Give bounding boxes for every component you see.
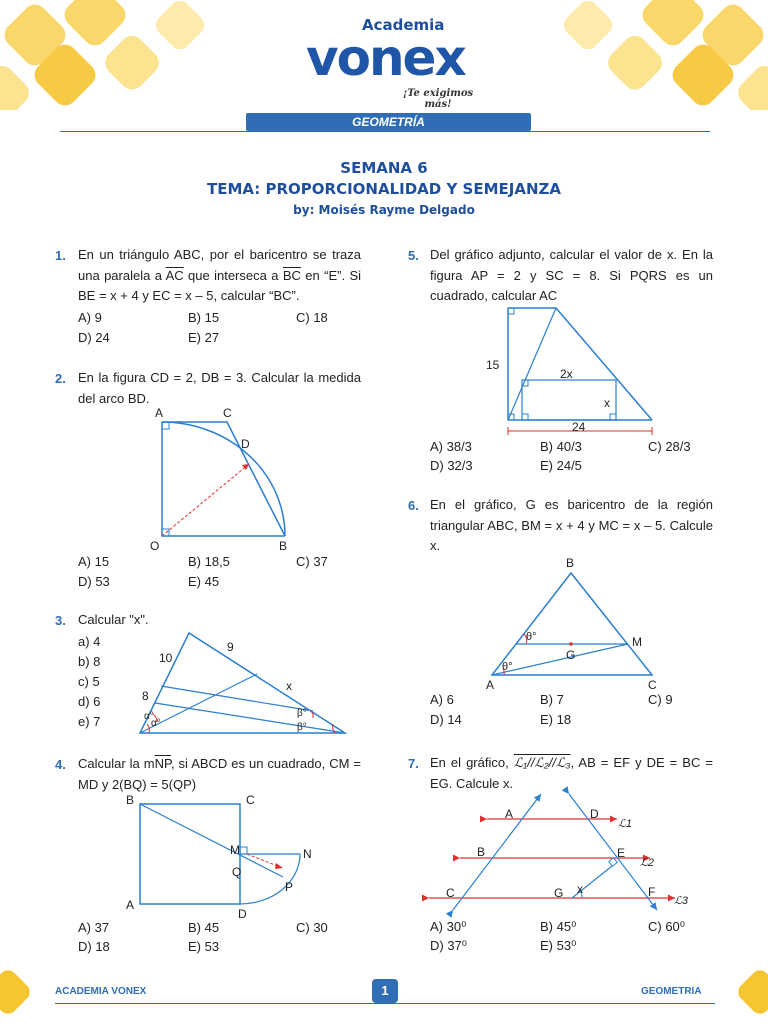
week-title: SEMANA 6 — [340, 159, 428, 177]
q2-figure — [145, 402, 305, 552]
q1-option-c: C) 18 — [296, 310, 328, 325]
q7-figure — [425, 790, 700, 915]
q7-label-a: A — [505, 807, 514, 821]
q6-statement: En el gráfico, G es baricentro de la región triangular ABC, BM = x + 4 y MC = x – 5. Calcule x. — [430, 497, 713, 553]
q7-label-c: C — [446, 886, 455, 900]
q1-option-d: D) 24 — [78, 330, 110, 345]
q6-label-m: M — [632, 635, 642, 649]
q3-option-c: c) 5 — [78, 674, 100, 689]
q3-statement: Calcular "x". — [78, 612, 149, 627]
q4-number: 4. — [55, 757, 66, 772]
footer-subject: GEOMETRIA — [641, 986, 702, 997]
q4-option-d: D) 18 — [78, 939, 110, 954]
q3-label-beta-2: β° — [297, 722, 307, 733]
q4-label-n: N — [303, 847, 312, 861]
logo-slogan: ¡Te exigimos más! — [402, 88, 474, 110]
q6-number: 6. — [408, 498, 419, 513]
q2-number: 2. — [55, 371, 66, 386]
q5-option-c: C) 28/3 — [648, 439, 691, 454]
q6-label-theta-2: θ° — [502, 661, 513, 673]
q3-number: 3. — [55, 613, 66, 628]
topic-title: TEMA: PROPORCIONALIDAD Y SEMEJANZA — [206, 180, 562, 198]
q2-option-b: B) 18,5 — [188, 554, 230, 569]
q3-option-e: e) 7 — [78, 714, 101, 729]
q7-option-a: A) 30⁰ — [430, 919, 467, 934]
q4-label-m: M — [230, 843, 240, 857]
q5-option-e: E) 24/5 — [540, 458, 582, 473]
q1-option-e: E) 27 — [188, 330, 220, 345]
q5-label-24: 24 — [572, 420, 586, 434]
q2-label-c: C — [223, 406, 232, 420]
q7-label-f: F — [648, 885, 656, 899]
q6-option-d: D) 14 — [430, 712, 462, 727]
footer-divider — [55, 1003, 715, 1004]
q1-text-b: que interseca a — [183, 267, 283, 283]
logo-academia-text: Academia — [362, 16, 445, 34]
q4-arc-np: $\overline{NP}$ — [154, 756, 171, 771]
decor-top-right — [548, 0, 768, 110]
q6-option-b: B) 7 — [540, 692, 564, 707]
q7-label-l2: ℒ2 — [640, 857, 655, 869]
q3-label-10: 10 — [159, 651, 173, 665]
q3-option-d: d) 6 — [78, 694, 101, 709]
q6-option-e: E) 18 — [540, 712, 572, 727]
q2-label-o: O — [150, 539, 160, 553]
q3-option-a: a) 4 — [78, 634, 101, 649]
q7-option-d: D) 37⁰ — [430, 938, 468, 953]
q6-figure — [480, 552, 670, 692]
q3-label-beta-1: β° — [297, 708, 307, 719]
q5-label-15: 15 — [486, 358, 500, 372]
decor-bottom-left — [0, 964, 40, 1024]
q2-label-d: D — [241, 437, 250, 451]
q5-option-d: D) 32/3 — [430, 458, 473, 473]
subject-banner: GEOMETRÍA — [246, 113, 531, 131]
q4-label-a: A — [126, 898, 135, 912]
q6-label-a: A — [486, 678, 495, 692]
q6-label-g: G — [566, 648, 576, 662]
decor-bottom-right — [728, 964, 768, 1024]
q7-label-b: B — [477, 845, 486, 859]
q2-statement: En la figura CD = 2, DB = 3. Calcular la medida del arco BD. — [78, 370, 361, 406]
q7-parallel-lines: ℒ₁//ℒ₂//ℒ₃ — [513, 755, 571, 770]
q1-text-c: en “E”. Si BE = x + 4 y EC = x – 5, calcular “BC”. — [78, 267, 361, 303]
q7-option-b: B) 45⁰ — [540, 919, 577, 934]
q1-text-a: En un triángulo ABC, por el baricentro se traza una paralela a — [78, 247, 361, 283]
academy-logo — [300, 16, 480, 110]
q7-label-d: D — [590, 807, 599, 821]
q7-label-l1: ℒ1 — [618, 818, 633, 830]
q1-statement — [78, 245, 361, 307]
q5-number: 5. — [408, 248, 419, 263]
decor-top-left — [0, 0, 220, 110]
q7-text-b: , AB = EF y DE = BC = EG. Calcule x. — [430, 755, 713, 791]
q4-option-e: E) 53 — [188, 939, 220, 954]
q1-segment-ac: $\overline{AC}$ — [165, 267, 184, 283]
q7-statement — [430, 753, 713, 794]
q3-label-9: 9 — [227, 640, 234, 654]
q4-label-d: D — [238, 907, 247, 921]
q6-label-c: C — [648, 678, 657, 692]
q5-label-2x: 2x — [560, 367, 573, 381]
q4-label-b: B — [126, 793, 135, 807]
q7-label-e: E — [617, 846, 626, 860]
q2-option-c: C) 37 — [296, 554, 328, 569]
q2-label-b: B — [279, 539, 288, 553]
q6-label-theta-1: θ° — [526, 631, 537, 643]
q7-label-l3: ℒ3 — [674, 895, 689, 907]
q4-text-a: Calcular la m — [78, 756, 155, 771]
q4-label-q: Q — [232, 865, 242, 879]
q4-figure — [120, 792, 330, 922]
q2-option-d: D) 53 — [78, 574, 110, 589]
q5-option-b: B) 40/3 — [540, 439, 582, 454]
q4-label-p: P — [285, 880, 294, 894]
q1-segment-bc: $\overline{BC}$ — [282, 267, 301, 283]
q6-label-b: B — [566, 556, 575, 570]
logo-vonex-text: vonex — [306, 29, 465, 87]
q7-text-a: En el gráfico, — [430, 755, 514, 770]
q6-option-a: A) 6 — [430, 692, 454, 707]
header-divider — [60, 131, 710, 132]
q2-option-e: E) 45 — [188, 574, 220, 589]
author-line: by: Moisés Rayme Delgado — [293, 203, 475, 217]
q7-option-e: E) 53⁰ — [540, 938, 577, 953]
q1-option-b: B) 15 — [188, 310, 220, 325]
q2-option-a: A) 15 — [78, 554, 110, 569]
q7-number: 7. — [408, 756, 419, 771]
q4-label-c: C — [246, 793, 255, 807]
q4-option-a: A) 37 — [78, 920, 110, 935]
q2-label-a: A — [155, 406, 164, 420]
q3-figure — [135, 628, 350, 738]
q4-statement — [78, 754, 361, 795]
q7-option-c: C) 60⁰ — [648, 919, 686, 934]
q1-option-a: A) 9 — [78, 310, 102, 325]
q3-label-alpha-1: α° — [144, 711, 154, 722]
q5-label-x: x — [604, 396, 610, 410]
q5-option-a: A) 38/3 — [430, 439, 472, 454]
page-number: 1 — [372, 979, 398, 1003]
q7-label-x: x — [577, 882, 583, 896]
q4-text-b: , si ABCD es un cuadrado, CM = MD y 2(BQ) = 5(QP) — [78, 756, 361, 792]
q5-statement: Del gráfico adjunto, calcular el valor de x. En la figura AP = 2 y SC = 8. Si PQRS es un cuadrado, calcular AC — [430, 247, 713, 303]
q1-number: 1. — [55, 248, 66, 263]
q3-label-alpha-2: α° — [151, 718, 161, 729]
footer-academy-name: ACADEMIA VONEX — [55, 986, 147, 997]
q5-figure — [482, 304, 662, 439]
q6-option-c: C) 9 — [648, 692, 673, 707]
q3-label-x: x — [286, 679, 292, 693]
q4-option-c: C) 30 — [296, 920, 328, 935]
q7-label-g: G — [554, 886, 564, 900]
q4-option-b: B) 45 — [188, 920, 220, 935]
q3-option-b: b) 8 — [78, 654, 101, 669]
q3-label-8: 8 — [142, 689, 149, 703]
